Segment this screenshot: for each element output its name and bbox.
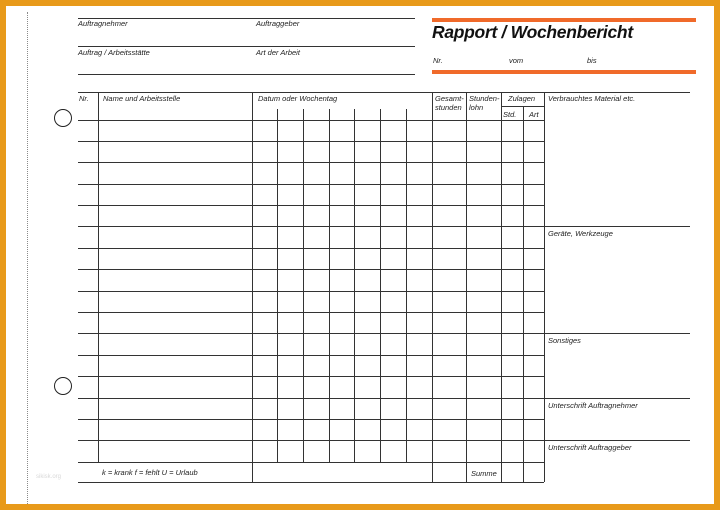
table-row[interactable] <box>78 205 544 206</box>
col-header-gesamt-2: stunden <box>435 103 462 112</box>
table-row[interactable] <box>78 269 544 270</box>
table-row[interactable] <box>78 141 544 142</box>
col-header-name: Name und Arbeitsstelle <box>103 94 181 103</box>
table-row[interactable] <box>78 440 544 441</box>
auftragnehmer-field[interactable] <box>78 46 415 47</box>
col-header-gesamt-1: Gesamt- <box>435 94 464 103</box>
col-header-std: Std. <box>503 110 517 119</box>
punch-hole-bottom <box>54 377 72 395</box>
section-line-unterschrift-ag <box>544 440 690 441</box>
table-row[interactable] <box>78 333 544 334</box>
table-row[interactable] <box>78 376 544 377</box>
col-header-datum: Datum oder Wochentag <box>258 94 338 103</box>
geraete-label: Geräte, Werkzeuge <box>548 229 613 238</box>
watermark-text: sikisk.org <box>36 474 62 480</box>
section-line-unterschrift-an <box>544 398 690 399</box>
col-header-lohn-1: Stunden- <box>469 94 500 103</box>
table-row[interactable] <box>78 291 544 292</box>
col-divider-zulagen <box>544 92 545 482</box>
art-der-arbeit-label: Art der Arbeit <box>256 48 300 57</box>
sonstiges-label: Sonstiges <box>548 336 581 345</box>
header-top-line <box>78 18 415 19</box>
unterschrift-auftraggeber-label: Unterschrift Auftraggeber <box>548 443 632 452</box>
table-row[interactable] <box>78 248 544 249</box>
section-line-geraete <box>544 226 690 227</box>
auftrag-field[interactable] <box>78 74 415 75</box>
vom-label: vom <box>509 56 524 65</box>
col-header-art: Art <box>529 110 539 119</box>
page-title: Rapport / Wochenbericht <box>432 22 633 42</box>
table-row[interactable] <box>78 312 544 313</box>
table-top-line <box>78 92 690 93</box>
auftrag-arbeitsstaette-label: Auftrag / Arbeitsstätte <box>78 48 150 57</box>
title-bar-bottom <box>432 70 696 74</box>
summe-label: Summe <box>471 469 497 478</box>
punch-hole-top <box>54 109 72 127</box>
rapport-sheet <box>6 6 714 504</box>
col-header-zulagen: Zulagen <box>508 94 536 103</box>
auftraggeber-label: Auftraggeber <box>256 19 300 28</box>
table-row[interactable] <box>78 184 544 185</box>
table-bottom-line <box>78 482 544 483</box>
perforation-line <box>27 12 28 504</box>
legend-text: k = krank f = fehlt U = Urlaub <box>102 468 198 477</box>
col-divider-name <box>252 92 253 482</box>
auftragnehmer-label: Auftragnehmer <box>78 19 128 28</box>
table-row[interactable] <box>78 462 544 463</box>
col-header-material: Verbrauchtes Material etc. <box>548 94 636 103</box>
bis-label: bis <box>587 56 597 65</box>
table-row[interactable] <box>78 355 544 356</box>
table-row[interactable] <box>78 162 544 163</box>
col-divider-gesamt <box>466 92 467 482</box>
table-row[interactable] <box>78 226 544 227</box>
col-divider-lohn <box>501 92 502 482</box>
table-row[interactable] <box>78 398 544 399</box>
section-line-sonstiges <box>544 333 690 334</box>
nr-label: Nr. <box>433 56 443 65</box>
col-header-nr: Nr. <box>79 94 89 103</box>
col-header-lohn-2: lohn <box>469 103 484 112</box>
col-divider-datum <box>432 92 433 482</box>
unterschrift-auftragnehmer-label: Unterschrift Auftragnehmer <box>548 401 638 410</box>
col-divider-nr <box>98 92 99 462</box>
zulagen-sub-line <box>501 106 544 107</box>
table-header-bottom-line <box>78 120 544 121</box>
table-row[interactable] <box>78 419 544 420</box>
